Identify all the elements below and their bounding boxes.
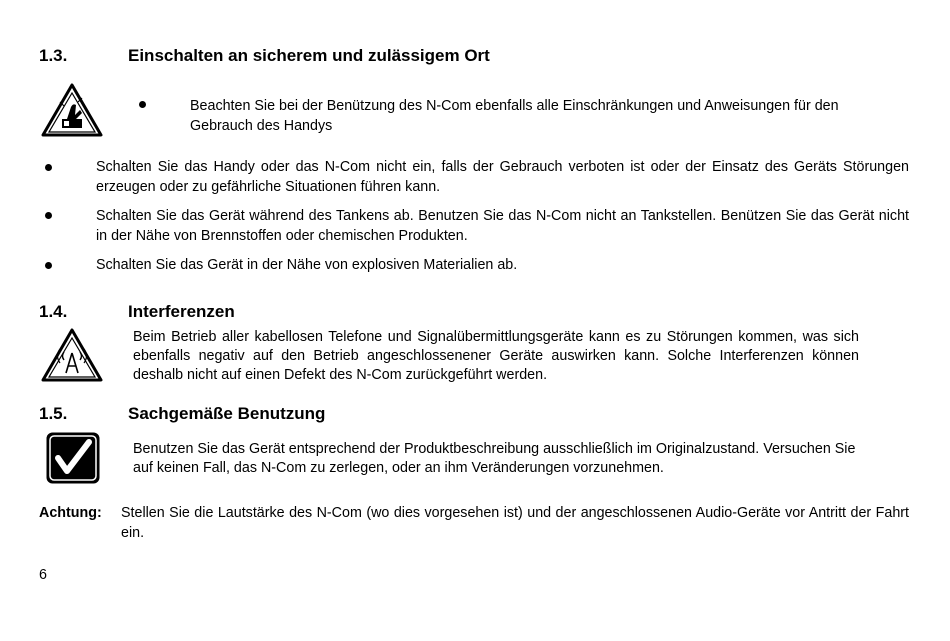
hand-on-phone-warning-icon	[40, 82, 104, 138]
section-text: Benutzen Sie das Gerät entsprechend der Produktbeschreibung ausschließlich im Originalzustand. Versuchen Sie auf keinen Fall, das N-Com zu zerlegen, oder an ihm Veränderungen vorzunehmen.	[133, 441, 856, 476]
section-title: Sachgemäße Benutzung	[128, 404, 326, 423]
icon-note-text: Beachten Sie bei der Benützung des N-Com ebenfalls alle Einschränkungen und Anweisungen für den Gebrauch des Handys	[190, 98, 839, 134]
bullet-text: Schalten Sie das Gerät in der Nähe von explosiven Materialien ab.	[96, 257, 518, 273]
section-title: Einschalten an sicherem und zulässigem Ort	[128, 46, 490, 65]
bullet-dot	[45, 212, 52, 219]
notice-label: Achtung:	[39, 505, 102, 521]
page-number: 6	[39, 567, 47, 583]
section-text: Beim Betrieb aller kabellosen Telefone und Signalübermittlungsgeräte kann es zu Störungen kommen, was sich ebenfalls negativ auf den Betrieb angeschlossenener Geräte auswirken kann. Solche Interferenzen können deshalb nicht auf einen Defekt des N-Com zurückgeführt werden.	[133, 329, 859, 383]
checkmark-icon	[45, 431, 101, 485]
bullet-text: Schalten Sie das Gerät während des Tankens ab. Benutzen Sie das N-Com nicht an Tankstellen. Benützen Sie das Gerät nicht in der Nähe von Brennstoffen oder chemischen Produkten.	[96, 208, 909, 244]
bullet-dot	[139, 101, 146, 108]
bullet-text: Schalten Sie das Handy oder das N-Com nicht ein, falls der Gebrauch verboten ist oder der Einsatz des Geräts Störungen erzeugen oder zu gefährliche Situationen führen kann.	[96, 159, 909, 195]
notice-text: Stellen Sie die Lautstärke des N-Com (wo dies vorgesehen ist) und der angeschlossenen Audio-Geräte vor Antritt der Fahrt ein.	[121, 505, 909, 541]
section-title: Interferenzen	[128, 302, 235, 321]
section-number: 1.3.	[39, 46, 68, 65]
section-number: 1.5.	[39, 404, 68, 423]
interference-warning-icon	[40, 327, 104, 383]
section-number: 1.4.	[39, 302, 68, 321]
bullet-dot	[45, 262, 52, 269]
bullet-dot	[45, 164, 52, 171]
